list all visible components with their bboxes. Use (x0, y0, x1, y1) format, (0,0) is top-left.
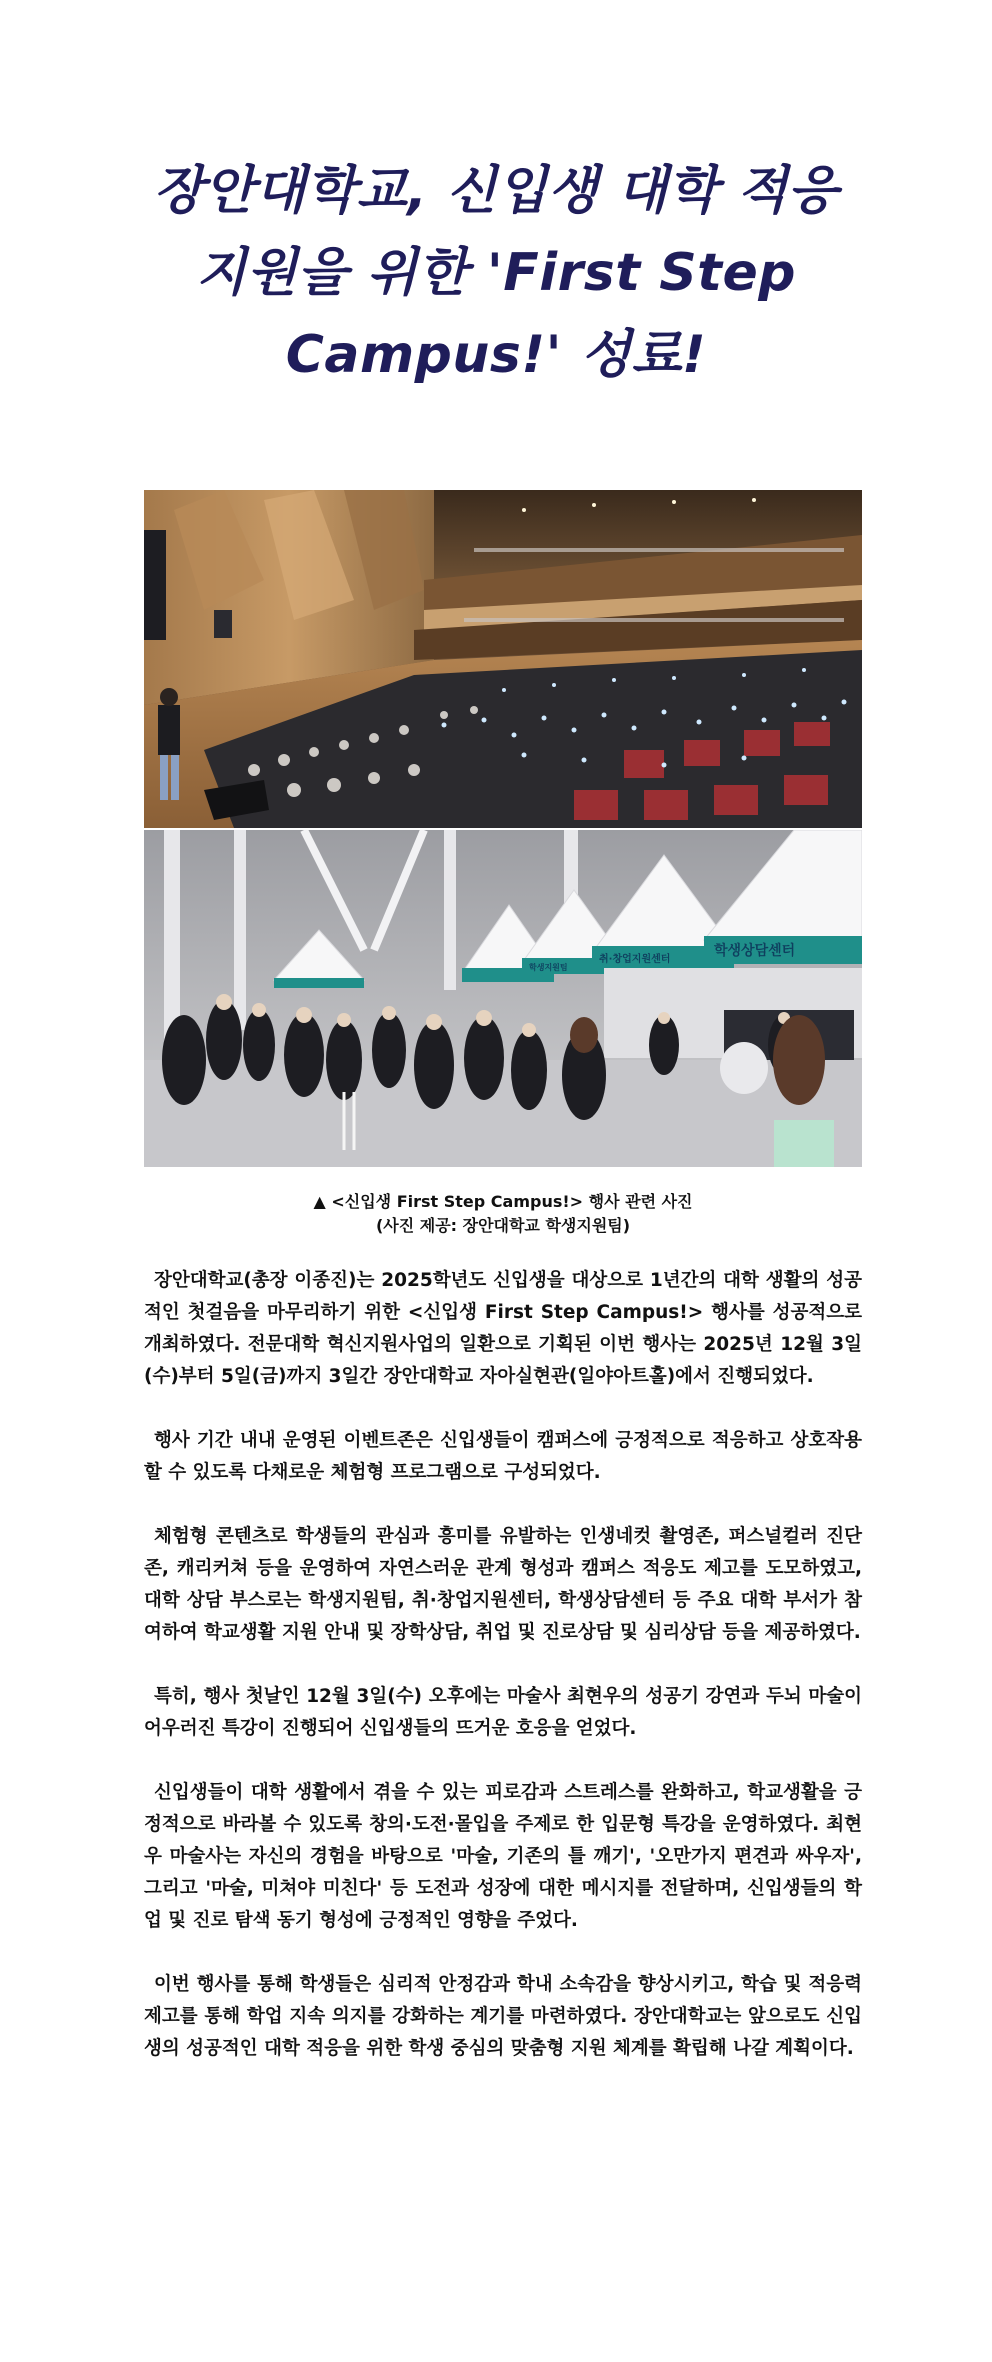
title-line-1: 장안대학교, 신입생 대학 적응 (153, 161, 839, 221)
article-paragraph: 장안대학교(총장 이종진)는 2025학년도 신입생을 대상으로 1년간의 대학 생활의 성공적인 첫걸음을 마무리하기 위한 <신입생 First Step Campus!> 행사를 성공적으로 개최하였다. 전문대학 혁신지원사업의 일환으로 기획된 이번 행사는 2025년 12월 3일(수)부터 5일(금)까지 3일간 장안대학교 자아실현관(일야아트홀)에서 진행되었다. (144, 1270, 862, 1387)
article-paragraph: 특히, 행사 첫날인 12월 3일(수) 오후에는 마술사 최현우의 성공기 강연과 두뇌 마술이 어우러진 특강이 진행되어 신입생들의 뜨거운 호응을 얻었다. (144, 1686, 862, 1739)
caption-line-2: (사진 제공: 장안대학교 학생지원팀) (375, 1216, 631, 1235)
page-title (120, 150, 872, 396)
booth-tents-photo (144, 830, 862, 1167)
article-body (144, 1265, 862, 2097)
title-line-3: Campus!' 성료! (285, 325, 707, 385)
article-paragraph: 체험형 콘텐츠로 학생들의 관심과 흥미를 유발하는 인생네컷 촬영존, 퍼스널컬러 진단존, 캐리커쳐 등을 운영하여 자연스러운 관계 형성과 캠퍼스 적응도 제고를 도모하였고, 대학 상담 부스로는 학생지원팀, 취·창업지원센터, 학생상담센터 등 주요 대학 부서가 참여하여 학교생활 지원 안내 및 장학상담, 취업 및 진로상담 및 심리상담 등을 제공하였다. (144, 1526, 862, 1643)
tent-sign-career: 취·창업지원센터 (599, 954, 671, 965)
tent-sign-counseling: 학생상담센터 (714, 943, 796, 959)
caption-line-1: ▲ <신입생 First Step Campus!> 행사 관련 사진 (313, 1192, 693, 1211)
title-line-2: 지원을 위한 'First Step (196, 243, 796, 303)
tent-sign-support: 학생지원팀 (529, 963, 568, 972)
article-paragraph: 행사 기간 내내 운영된 이벤트존은 신입생들이 캠퍼스에 긍정적으로 적응하고 상호작용할 수 있도록 다채로운 체험형 프로그램으로 구성되었다. (144, 1430, 862, 1483)
auditorium-photo (144, 490, 862, 828)
photo-caption (144, 1190, 862, 1238)
article-paragraph: 신입생들이 대학 생활에서 겪을 수 있는 피로감과 스트레스를 완화하고, 학교생활을 긍정적으로 바라볼 수 있도록 창의·도전·몰입을 주제로 한 입문형 특강을 운영하였다. 최현우 마술사는 자신의 경험을 바탕으로 '마술, 기존의 틀 깨기', '오만가지 편견과 싸우자', 그리고 '마술, 미쳐야 미친다' 등 도전과 성장에 대한 메시지를 전달하며, 신입생들의 학업 및 진로 탐색 동기 형성에 긍정적인 영향을 주었다. (144, 1782, 862, 1931)
article-paragraph: 이번 행사를 통해 학생들은 심리적 안정감과 학내 소속감을 향상시키고, 학습 및 적응력 제고를 통해 학업 지속 의지를 강화하는 계기를 마련하였다. 장안대학교는 앞으로도 신입생의 성공적인 대학 적응을 위한 학생 중심의 맞춤형 지원 체계를 확립해 나갈 계획이다. (144, 1974, 862, 2059)
